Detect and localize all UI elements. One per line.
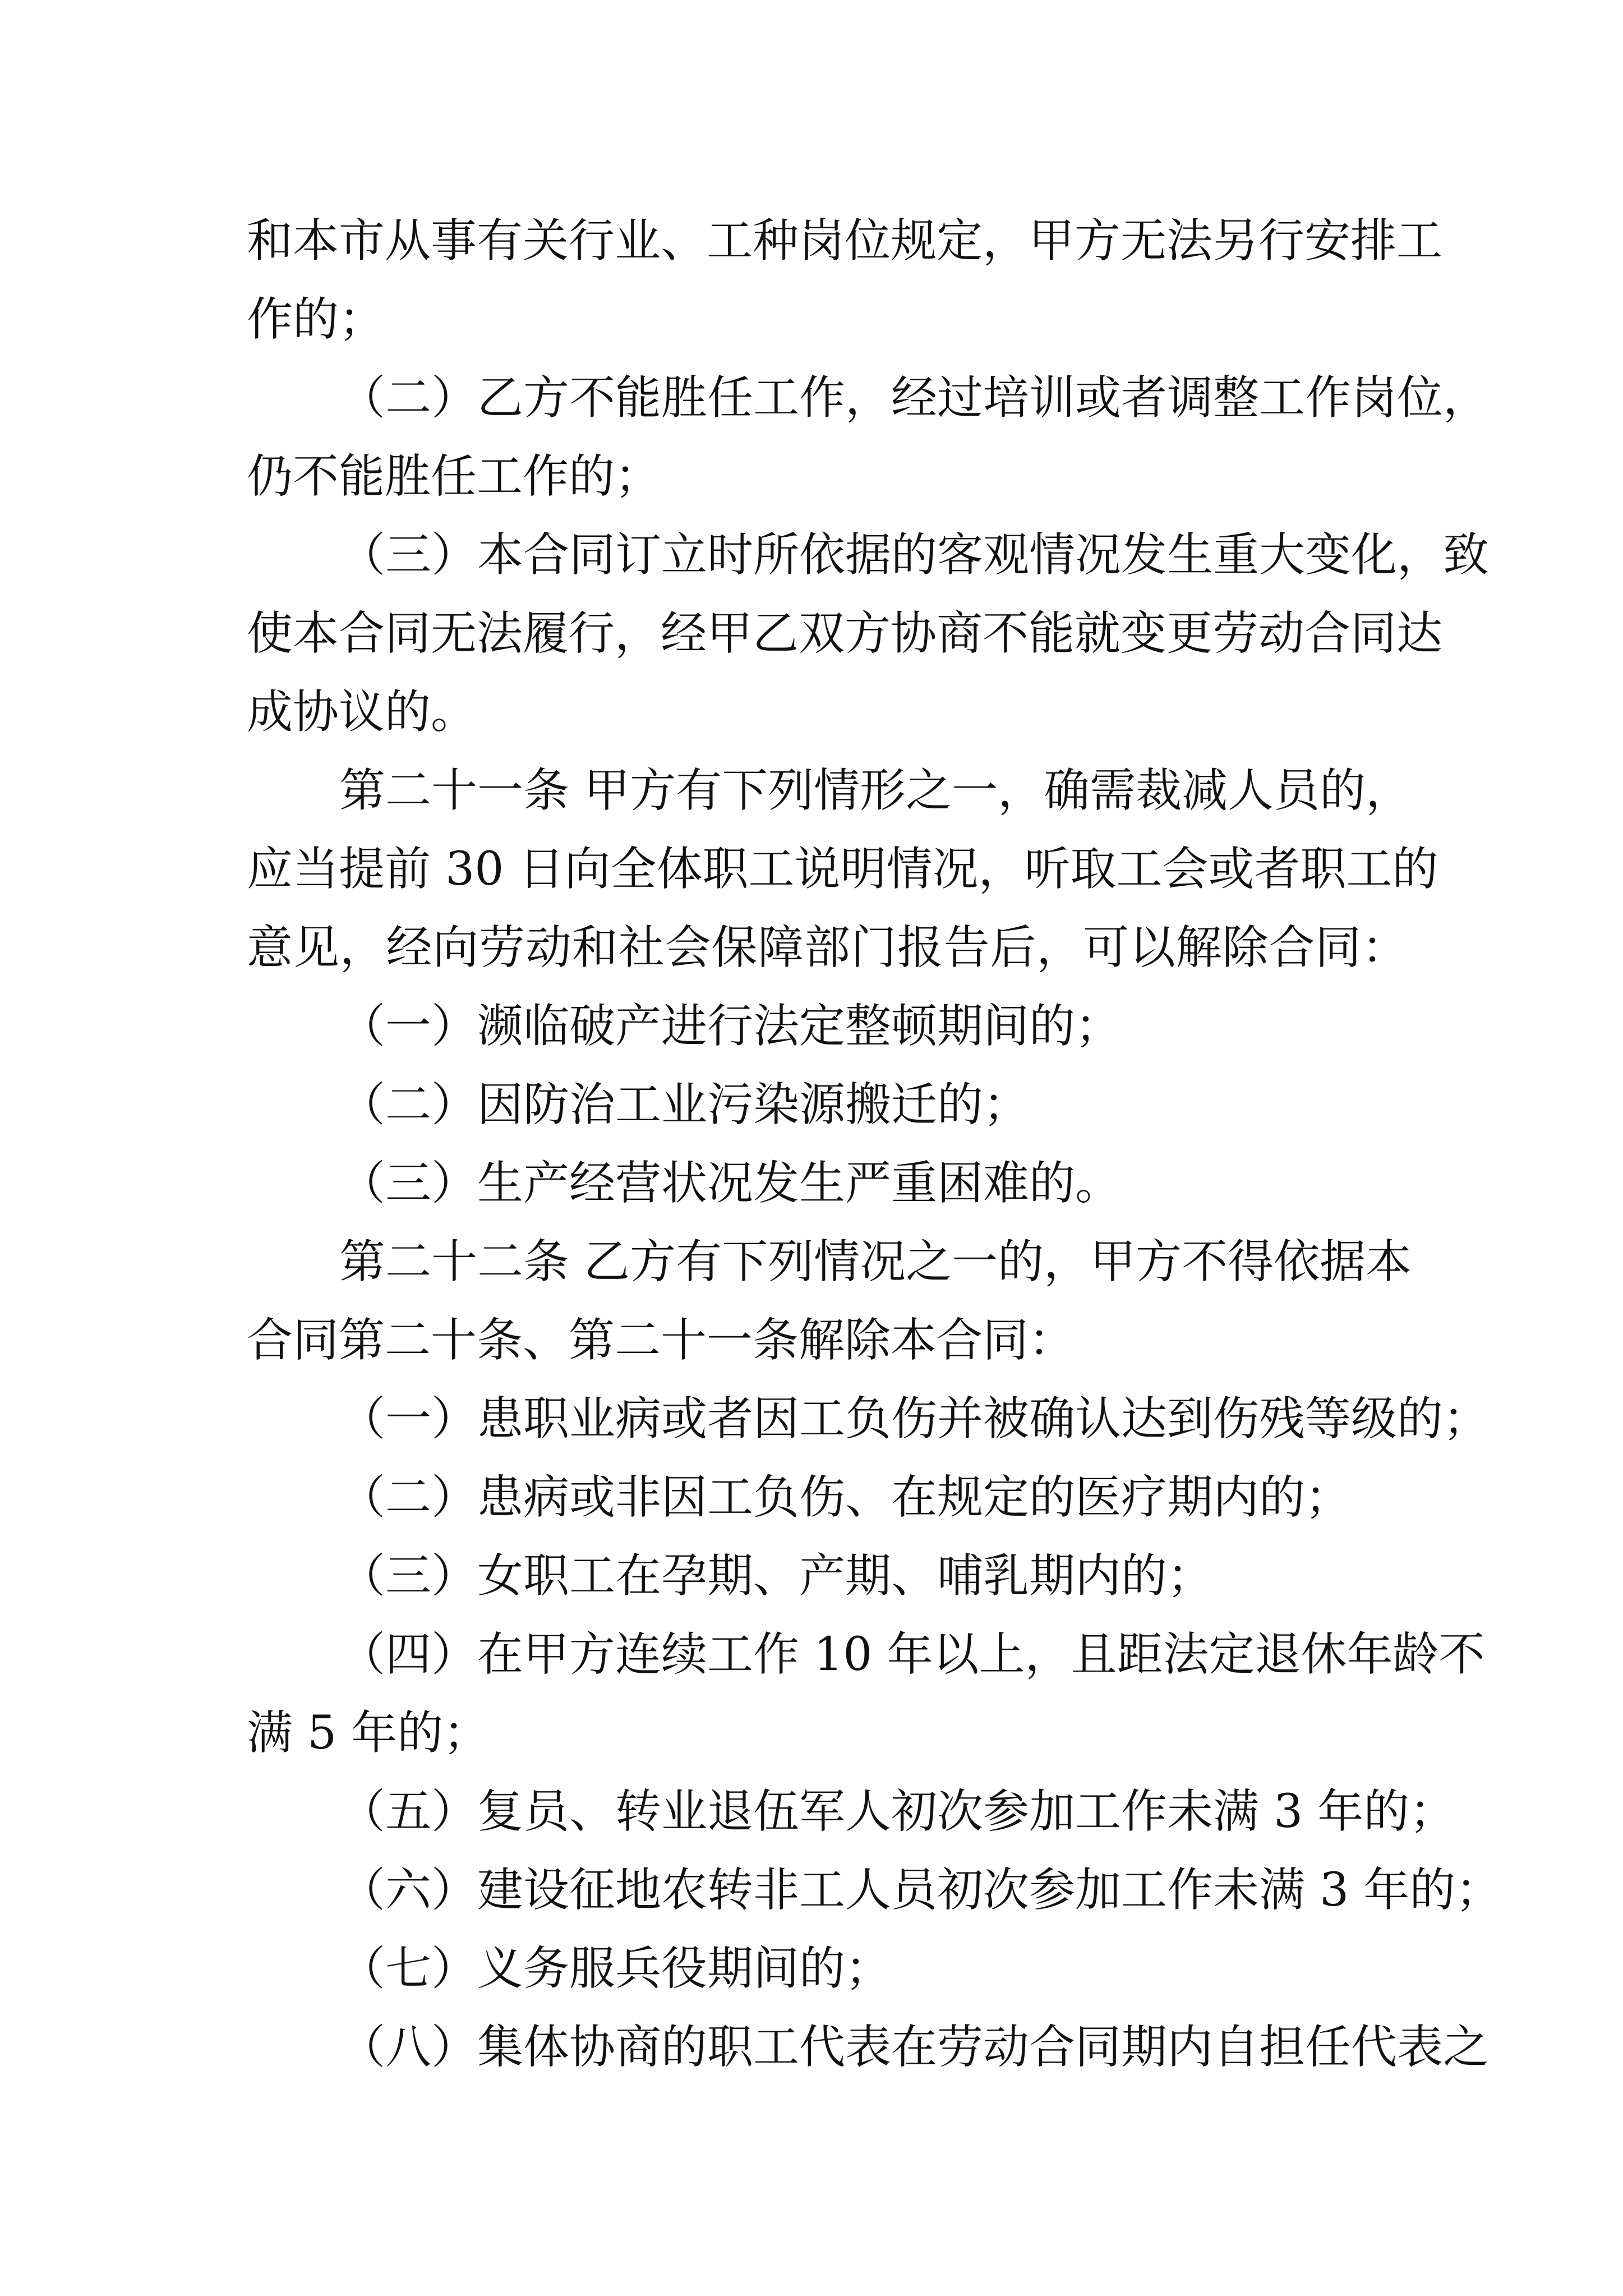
article-heading-line: 第二十二条 乙方有下列情况之一的，甲方不得依据本 — [339, 1235, 1412, 1289]
text-line: 合同第二十条、第二十一条解除本合同： — [247, 1314, 1075, 1367]
text-line: （三）本合同订立时所依据的客观情况发生重大变化，致 — [339, 528, 1490, 582]
list-item: （二）因防治工业污染源搬迁的； — [339, 1078, 1030, 1131]
list-item: （三）女职工在孕期、产期、哺乳期内的； — [339, 1549, 1214, 1603]
text-line: 满 5 年的； — [247, 1706, 490, 1760]
list-item: （一）濒临破产进行法定整顿期间的； — [339, 1000, 1122, 1053]
text-line: 仍不能胜任工作的； — [247, 450, 661, 503]
text-line: 和本市从事有关行业、工种岗位规定，甲方无法另行安排工 — [247, 214, 1443, 268]
list-item: （四）在甲方连续工作 10 年以上，且距法定退休年龄不 — [339, 1628, 1485, 1681]
list-item: （八）集体协商的职工代表在劳动合同期内自担任代表之 — [339, 2021, 1490, 2074]
list-item: （一）患职业病或者因工负伤并被确认达到伤残等级的； — [339, 1392, 1490, 1446]
text-line: （二）乙方不能胜任工作，经过培训或者调整工作岗位， — [339, 371, 1490, 425]
list-item: （六）建设征地农转非工人员初次参加工作未满 3 年的； — [339, 1864, 1502, 1917]
list-item: （五）复员、转业退伍军人初次参加工作未满 3 年的； — [339, 1785, 1456, 1838]
text-line: 应当提前 30 日向全体职工说明情况，听取工会或者职工的 — [247, 843, 1438, 896]
text-line: 意见，经向劳动和社会保障部门报告后，可以解除合同： — [247, 921, 1408, 974]
text-line: 成协议的。 — [247, 685, 477, 739]
list-item: （七）义务服兵役期间的； — [339, 1942, 892, 1995]
article-heading-line: 第二十一条 甲方有下列情形之一，确需裁减人员的， — [339, 764, 1412, 817]
text-line: 作的； — [247, 293, 385, 346]
text-line: 使本合同无法履行，经甲乙双方协商不能就变更劳动合同达 — [247, 607, 1443, 660]
list-item: （三）生产经营状况发生严重困难的。 — [339, 1157, 1122, 1210]
list-item: （二）患病或非因工负伤、在规定的医疗期内的； — [339, 1471, 1352, 1524]
